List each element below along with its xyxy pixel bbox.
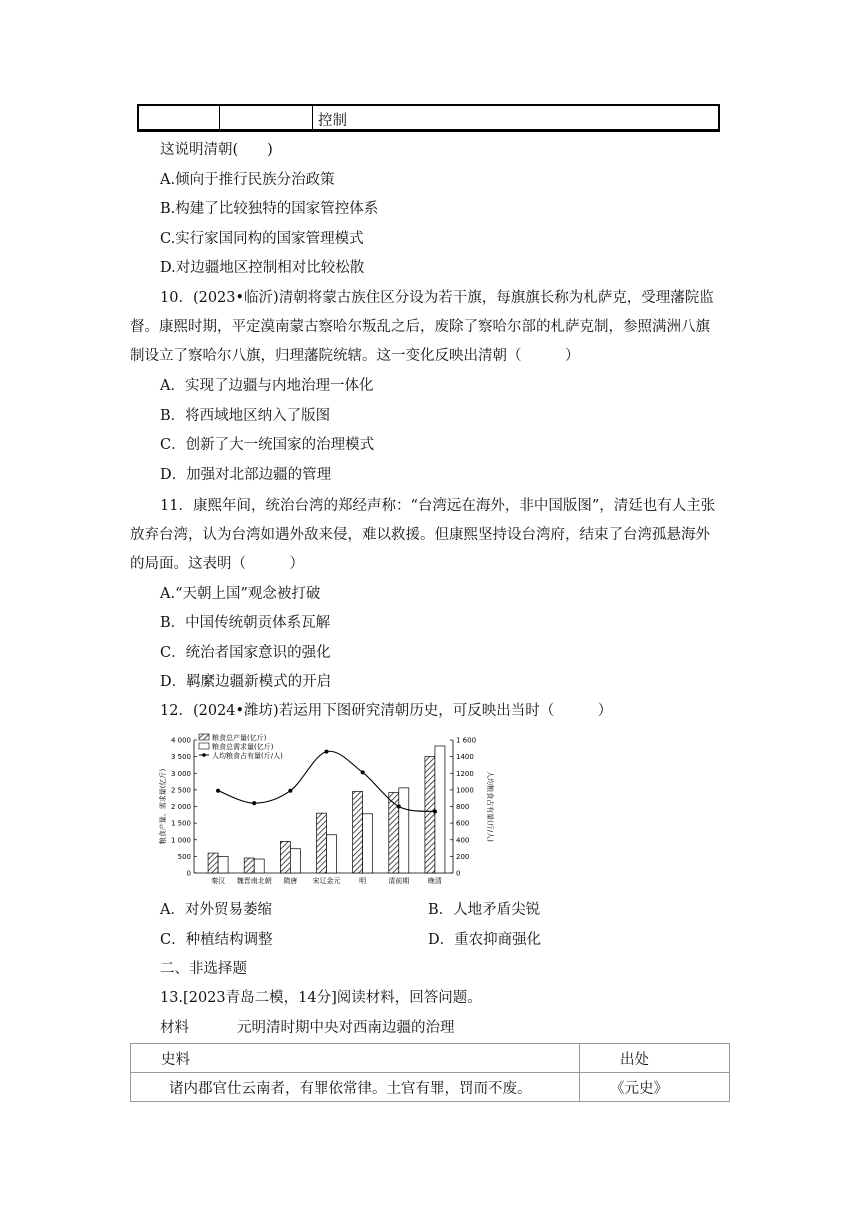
legend-label: 粮食总需求量(亿斤) (212, 743, 274, 751)
question-line: 制设立了察哈尔八旗，归理藩院统辖。这一变化反映出清朝（ ） (130, 348, 580, 364)
y-axis-label: 粮食产量、需求量(亿斤) (159, 768, 167, 845)
x-tick-label: 宋辽金元 (312, 877, 341, 885)
option-b: B．人地矛盾尖锐 (428, 902, 541, 918)
option-d: D．加强对北部边疆的管理 (160, 467, 332, 483)
option-b: B.构建了比较独特的国家管控体系 (160, 201, 379, 217)
per-capita-point (216, 789, 220, 793)
bar-production (244, 858, 254, 873)
y2-tick-label: 800 (456, 803, 470, 811)
bar-demand (399, 788, 409, 873)
grain-chart (156, 730, 496, 890)
per-capita-point (288, 789, 292, 793)
table-cell: 诸内郡官仕云南者，有罪依常律。土官有罪，罚而不废。 (131, 1073, 580, 1102)
bar-production (317, 813, 327, 873)
bar-production (425, 757, 435, 873)
x-tick-label: 秦汉 (211, 877, 226, 885)
bar-demand (363, 814, 373, 873)
header-cell: 史料 (131, 1044, 580, 1073)
y-tick-label: 3 000 (170, 769, 191, 778)
question-line: 11．康熙年间，统治台湾的郑经声称：“台湾远在海外，非中国版图”，清廷也有人主张 (160, 498, 716, 514)
top-table-fragment (137, 104, 720, 132)
bar-production (280, 841, 290, 873)
table-divider (312, 106, 313, 129)
legend-swatch-production (199, 734, 209, 740)
y2-tick-label: 400 (456, 836, 470, 845)
y2-tick-label: 1000 (456, 786, 474, 795)
legend-swatch-demand (199, 743, 209, 749)
table-cell: 《元史》 (580, 1073, 730, 1102)
bar-demand (327, 835, 337, 873)
legend-swatch-point (202, 753, 206, 757)
y-tick-label: 2 000 (170, 803, 191, 811)
option-a: A.倾向于推行民族分治政策 (160, 172, 335, 188)
y-tick-label: 4 000 (170, 736, 191, 745)
table-divider (219, 106, 220, 129)
header-cell: 出处 (580, 1044, 730, 1073)
bar-demand (290, 849, 300, 873)
x-tick-label: 明 (359, 877, 367, 885)
bar-demand (254, 859, 264, 873)
y-tick-label: 2 500 (170, 786, 191, 795)
option-b: B．中国传统朝贡体系瓦解 (160, 615, 331, 631)
y2-tick-label: 1200 (456, 769, 474, 778)
y-tick-label: 1 500 (170, 819, 191, 828)
per-capita-point (361, 770, 365, 774)
option-c: C．创新了大一统国家的治理模式 (160, 437, 375, 453)
question-line: 的局面。这表明（ ） (130, 556, 304, 572)
y2-axis-label: 人均粮食占有量(斤/人) (486, 771, 494, 842)
question-line: 放弃台湾，认为台湾如遇外敌来侵，难以救援。但康熙坚持设台湾府，结束了台湾孤悬海外 (130, 527, 710, 543)
per-capita-point (252, 801, 256, 805)
option-b: B．将西域地区纳入了版图 (160, 408, 331, 424)
x-tick-label: 晚清 (427, 877, 442, 885)
option-d: D．重农抑商强化 (428, 932, 542, 948)
x-tick-label: 魏晋南北朝 (236, 877, 272, 885)
bar-demand (218, 856, 228, 873)
option-d: D．羁縻边疆新模式的开启 (160, 674, 332, 690)
question-11 (130, 492, 740, 579)
y-tick-label: 0 (186, 869, 191, 878)
table-row (131, 1073, 730, 1102)
y2-tick-label: 1 600 (456, 736, 477, 745)
option-c: C．统治者国家意识的强化 (160, 645, 331, 661)
option-c: C．种植结构调整 (160, 932, 273, 948)
per-capita-point (325, 750, 329, 754)
legend-label: 粮食总产量(亿斤) (212, 734, 267, 742)
x-tick-label: 隋唐 (283, 877, 298, 885)
section-title: 二、非选择题 (160, 961, 247, 977)
y2-tick-label: 1400 (456, 753, 474, 762)
y-tick-label: 3 500 (170, 753, 191, 762)
y2-tick-label: 0 (456, 869, 461, 878)
option-d: D.对边疆地区控制相对比较松散 (160, 260, 365, 276)
x-tick-label: 清前期 (388, 877, 410, 885)
y2-tick-label: 600 (456, 819, 470, 828)
y-tick-label: 500 (177, 852, 191, 861)
material-label: 材料 (160, 1020, 189, 1036)
bar-demand (435, 746, 445, 873)
question-line: 督。康熙时期，平定漠南蒙古察哈尔叛乱之后，废除了察哈尔部的札萨克制，参照满洲八旗 (130, 319, 710, 335)
material-title: 元明清时期中央对西南边疆的治理 (237, 1020, 455, 1036)
bar-production (208, 853, 218, 873)
legend-label: 人均粮食占有量(斤/人) (212, 752, 283, 760)
option-a: A．对外贸易萎缩 (160, 902, 272, 918)
option-c: C.实行家国同构的国家管理模式 (160, 231, 364, 247)
table-header-row (131, 1044, 730, 1073)
question-stem: 这说明清朝( ) (160, 142, 273, 158)
option-a: A．实现了边疆与内地治理一体化 (160, 378, 374, 394)
question-line: 10．(2023•临沂)清朝将蒙古族住区分设为若干旗，每旗旗长称为札萨克，受理藩院监 (160, 290, 714, 306)
per-capita-point (397, 805, 401, 809)
question-10 (130, 284, 740, 371)
per-capita-point (433, 809, 437, 813)
option-a: A.“天朝上国”观念被打破 (160, 586, 321, 602)
material-table (130, 1043, 730, 1102)
y-tick-label: 1 000 (170, 836, 191, 845)
question-stem: 12．(2024•潍坊)若运用下图研究清朝历史，可反映出当时（ ） (160, 703, 613, 719)
question-stem: 13.[2023青岛二模，14分]阅读材料，回答问题。 (160, 990, 482, 1006)
y2-tick-label: 200 (456, 852, 470, 861)
bar-production (353, 792, 363, 873)
bar-production (389, 793, 399, 873)
grain-chart-svg (156, 730, 496, 890)
table-cell: 控制 (318, 113, 347, 129)
